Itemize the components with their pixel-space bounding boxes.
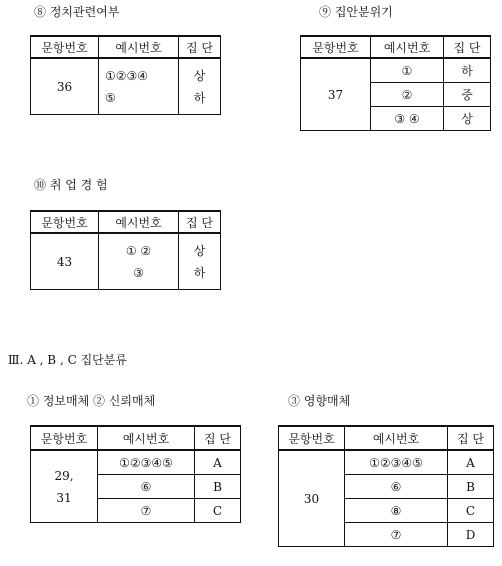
group-cell <box>179 233 221 290</box>
example-value: ①②③④⑤ <box>345 450 448 475</box>
section-10-title: ⑩ 취 업 경 험 <box>34 178 108 192</box>
group-value: C <box>195 499 241 523</box>
group-value: 상 <box>193 243 206 258</box>
example-value: ① ② <box>125 243 152 258</box>
question-number: 43 <box>31 233 99 290</box>
example-value: ①②③④ <box>105 68 149 83</box>
subsection-title: ③ 영향매체 <box>288 394 351 408</box>
header-question-no: 문항번호 <box>31 211 99 233</box>
group-value: C <box>448 499 494 523</box>
header-question-no: 문항번호 <box>301 36 371 58</box>
group-value: 하 <box>444 58 491 83</box>
header-group: 집 단 <box>179 36 221 58</box>
header-group: 집 단 <box>179 211 221 233</box>
group-value: 하 <box>193 265 206 280</box>
group-value: A <box>195 450 241 475</box>
question-number <box>31 450 98 523</box>
header-example-no: 예시번호 <box>345 426 448 450</box>
group-cell <box>179 58 221 115</box>
example-value: ① <box>371 58 444 83</box>
group-value: A <box>448 450 494 475</box>
header-question-no: 문항번호 <box>31 426 98 450</box>
example-value: ⑦ <box>98 499 195 523</box>
group-value: 상 <box>193 68 206 83</box>
question-number: 30 <box>279 450 345 547</box>
header-group: 집 단 <box>444 36 491 58</box>
table-group-a <box>30 425 241 523</box>
example-value: ③ <box>133 265 144 280</box>
group-value: B <box>195 475 241 499</box>
header-example-no: 예시번호 <box>99 211 179 233</box>
section-3-title: Ⅲ. A , B , C 집단분류 <box>8 353 127 367</box>
header-question-no: 문항번호 <box>31 36 99 58</box>
question-line: 29, <box>54 468 74 483</box>
section-9-title: ⑨ 집안분위기 <box>319 5 393 19</box>
example-value: ⑥ <box>98 475 195 499</box>
header-example-no: 예시번호 <box>99 36 179 58</box>
example-value: ③ ④ <box>371 107 444 131</box>
table-home-atmosphere <box>300 35 491 131</box>
header-question-no: 문항번호 <box>279 426 345 450</box>
group-value: 상 <box>444 107 491 131</box>
example-value: ⑥ <box>345 475 448 499</box>
header-group: 집 단 <box>448 426 494 450</box>
example-value: ⑧ <box>345 499 448 523</box>
header-example-no: 예시번호 <box>371 36 444 58</box>
group-value: 하 <box>193 90 206 105</box>
group-value: B <box>448 475 494 499</box>
table-political <box>30 35 221 115</box>
group-value: 중 <box>444 83 491 107</box>
example-value: ①②③④⑤ <box>98 450 195 475</box>
question-number: 37 <box>301 58 371 131</box>
example-value: ⑤ <box>105 90 116 105</box>
example-cell <box>99 233 179 290</box>
question-number: 36 <box>31 58 99 115</box>
header-example-no: 예시번호 <box>98 426 195 450</box>
group-value: D <box>448 523 494 547</box>
subsection-title: ① 정보매체 ② 신뢰매체 <box>27 394 156 408</box>
section-8-title: ⑧ 정치관련여부 <box>34 5 120 19</box>
question-line: 31 <box>56 490 72 505</box>
table-work-experience <box>30 210 221 290</box>
header-group: 집 단 <box>195 426 241 450</box>
example-value: ⑦ <box>345 523 448 547</box>
table-group-b <box>278 425 494 547</box>
example-value: ② <box>371 83 444 107</box>
example-cell <box>99 58 179 115</box>
